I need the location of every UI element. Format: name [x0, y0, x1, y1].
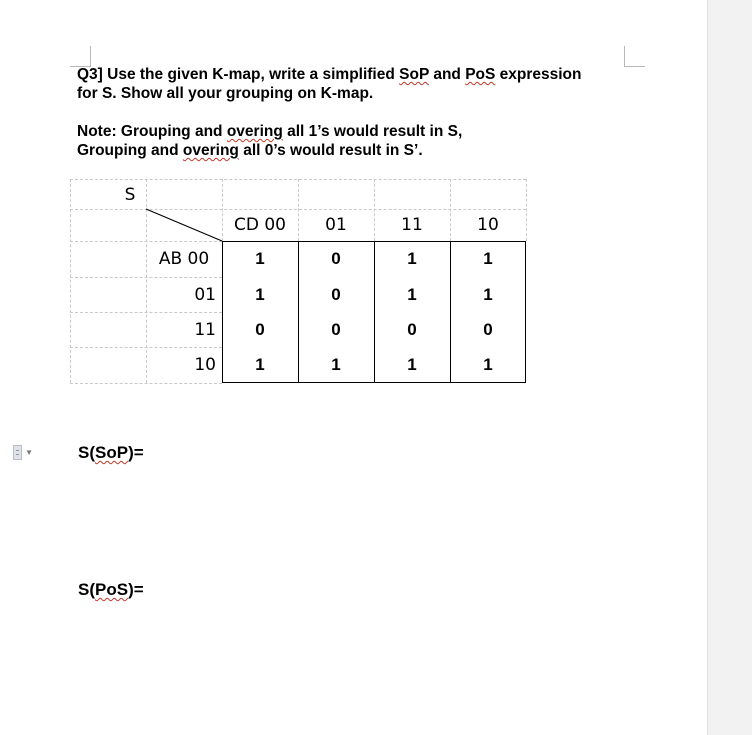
kmap-cell[interactable]: 1 — [255, 355, 265, 374]
kmap-cell[interactable]: 1 — [331, 355, 341, 374]
kmap-col-header: 10 — [477, 215, 499, 235]
kmap-output-label: S — [124, 185, 136, 205]
kmap-table — [70, 179, 526, 383]
kmap-cell[interactable]: 1 — [483, 284, 493, 304]
paste-options-icon[interactable] — [13, 443, 33, 461]
note-line-2: Grouping and overing all 0’s would result in S’. — [77, 142, 423, 159]
margin-corner-top-left — [70, 46, 91, 67]
kmap-cell[interactable]: 0 — [331, 319, 341, 339]
note-line-1: Note: Grouping and overing all 1’s would result in S, — [77, 123, 463, 140]
question-text — [77, 65, 582, 103]
chevron-down-icon: ▼ — [25, 447, 33, 457]
kmap-row-header: AB 00 — [158, 249, 210, 269]
kmap-row-header: 10 — [194, 355, 216, 375]
note-text — [77, 122, 462, 160]
kmap-cell[interactable]: 1 — [255, 284, 265, 304]
kmap-row-header: 11 — [194, 319, 216, 340]
kmap-row-header: 01 — [194, 284, 216, 305]
kmap-cell[interactable]: 1 — [407, 284, 417, 304]
sop-answer-line[interactable]: S(SoP)= — [78, 443, 144, 462]
question-line-1: Q3] Use the given K-map, write a simplified SoP and PoS expression — [77, 66, 582, 83]
table-gridline — [526, 179, 527, 241]
diagonal-divider — [70, 179, 230, 243]
kmap-cell[interactable]: 0 — [483, 319, 493, 339]
kmap-cell[interactable]: 0 — [255, 319, 265, 339]
question-line-2: for S. Show all your grouping on K-map. — [77, 85, 374, 102]
kmap-cell[interactable]: 1 — [407, 249, 417, 268]
kmap-col-header: 01 — [325, 215, 347, 235]
table-gridline — [70, 383, 222, 384]
kmap-cell[interactable]: 0 — [407, 319, 417, 339]
kmap-cell[interactable]: 1 — [255, 249, 265, 268]
kmap-col-header: CD 00 — [234, 215, 286, 235]
pos-answer-line[interactable]: S(PoS)= — [78, 580, 144, 599]
document-icon — [13, 445, 22, 460]
kmap-cell[interactable]: 0 — [331, 249, 341, 268]
kmap-cell[interactable]: 1 — [483, 249, 493, 268]
kmap-col-header: 11 — [401, 215, 423, 235]
kmap-cell[interactable]: 1 — [483, 355, 493, 374]
page-gutter — [707, 0, 752, 735]
kmap-cell[interactable]: 0 — [331, 284, 341, 304]
margin-corner-top-right — [624, 46, 645, 67]
kmap-cell[interactable]: 1 — [407, 355, 417, 374]
